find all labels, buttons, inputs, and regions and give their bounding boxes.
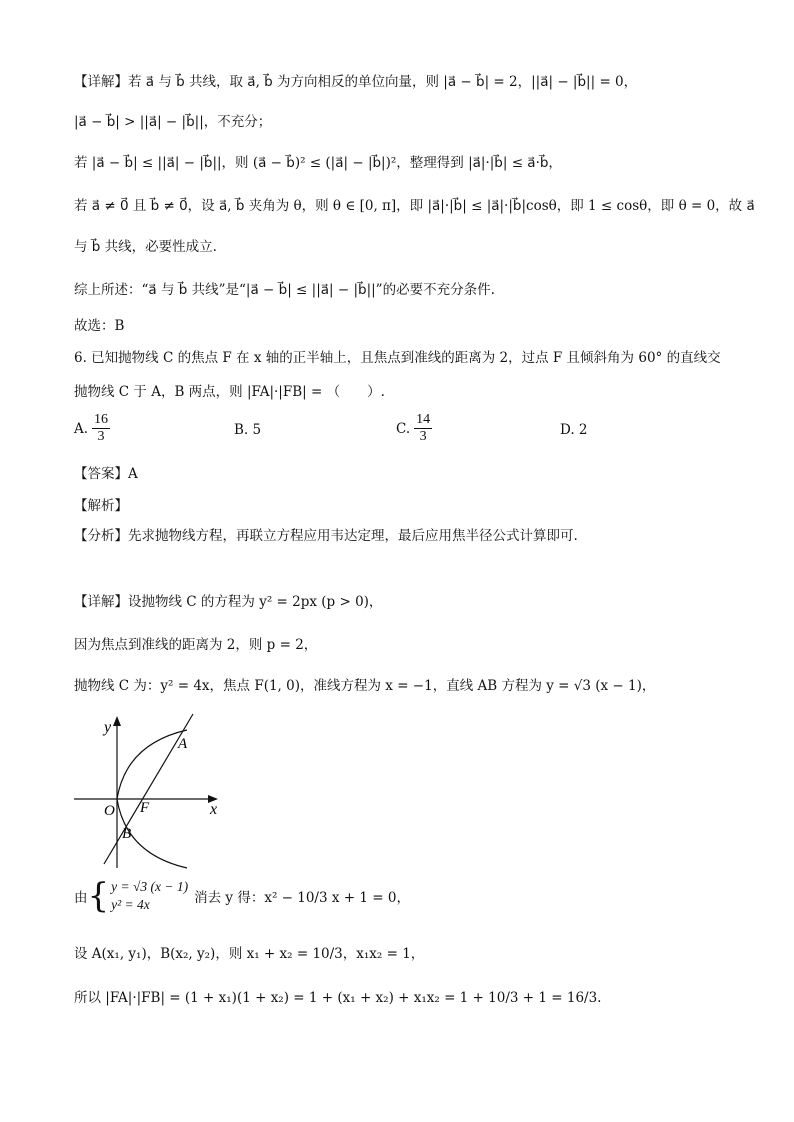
option-c bbox=[396, 412, 432, 445]
solution-line-4: 设 A(x₁, y₁)，B(x₂, y₂)，则 x₁ + x₂ = 10/3，x₁x₂ = 1， bbox=[74, 946, 425, 962]
system-equation-2: y² = 4x bbox=[111, 897, 150, 912]
text-line-5: 与 b⃗ 共线，必要性成立. bbox=[74, 239, 217, 255]
option-c-numerator: 14 bbox=[416, 412, 431, 427]
option-a-label: A. bbox=[74, 420, 89, 437]
question-6-line-1: 6. 已知抛物线 C 的焦点 F 在 x 轴的正半轴上，且焦点到准线的距离为 2，过点 F 且倾斜角为 60° 的直线交 bbox=[74, 350, 721, 366]
option-c-label: C. bbox=[396, 420, 411, 437]
point-a-label: A bbox=[178, 736, 188, 752]
parabola-figure bbox=[70, 712, 230, 872]
option-a bbox=[74, 412, 110, 445]
system-suffix: 消去 y 得：x² − 10/3 x + 1 = 0， bbox=[194, 890, 410, 906]
option-b bbox=[234, 422, 261, 438]
option-c-denominator: 3 bbox=[419, 429, 427, 444]
option-a-denominator: 3 bbox=[97, 429, 105, 444]
x-axis-label: x bbox=[210, 801, 218, 818]
y-axis-arrow-icon bbox=[113, 716, 121, 726]
solution-line-5: 所以 |FA|·|FB| = (1 + x₁)(1 + x₂) = 1 + (x₁ + x₂) + x₁x₂ = 1 + 10/3 + 1 = 16/3. bbox=[74, 990, 602, 1006]
origin-label: O bbox=[104, 803, 115, 819]
option-d-label: D. 2 bbox=[560, 422, 588, 438]
text-line-6: 综上所述：“a⃗ 与 b⃗ 共线”是“|a⃗ − b⃗| ≤ ||a⃗| − |b⃗||”的必要不充分条件. bbox=[74, 282, 495, 298]
focus-label: F bbox=[140, 800, 150, 816]
solution-line-2: 因为焦点到准线的距离为 2，则 p = 2， bbox=[74, 637, 318, 653]
equation-system bbox=[88, 878, 189, 914]
analysis-line: 【分析】先求抛物线方程，再联立方程应用韦达定理，最后应用焦半径公式计算即可. bbox=[74, 528, 578, 544]
solution-line-1: 【详解】设抛物线 C 的方程为 y² = 2px (p > 0)， bbox=[74, 594, 383, 610]
option-a-fraction bbox=[92, 412, 110, 445]
text-line-4: 若 a⃗ ≠ 0⃗ 且 b⃗ ≠ 0⃗，设 a⃗, b⃗ 夹角为 θ，则 θ ∈ [0, π]，即 |a⃗|·|b⃗| ≤ |a⃗|·|b⃗|cosθ，即 1 ≤ cosθ，即 θ = 0，故 a⃗ bbox=[74, 198, 755, 214]
y-axis-label: y bbox=[104, 719, 112, 736]
option-b-label: B. 5 bbox=[234, 422, 262, 438]
analysis-heading: 【解析】 bbox=[74, 498, 128, 514]
answer-line: 【答案】A bbox=[74, 466, 138, 482]
option-d bbox=[560, 422, 588, 438]
text-line-2: |a⃗ − b⃗| > ||a⃗| − |b⃗||，不充分； bbox=[74, 114, 272, 130]
text-line-3: 若 |a⃗ − b⃗| ≤ ||a⃗| − |b⃗||，则 (a⃗ − b⃗)² ≤ (|a⃗| − |b⃗|)²，整理得到 |a⃗|·|b⃗| ≤ a⃗·b⃗， bbox=[74, 155, 562, 171]
text-line-1: 【详解】若 a⃗ 与 b⃗ 共线，取 a⃗, b⃗ 为方向相反的单位向量，则 |a⃗ − b⃗| = 2，||a⃗| − |b⃗|| = 0， bbox=[74, 74, 638, 90]
system-equation-1: y = √3 (x − 1) bbox=[111, 879, 189, 894]
option-c-fraction bbox=[414, 412, 432, 445]
text-line-7: 故选：B bbox=[74, 318, 125, 334]
point-b-label: B bbox=[122, 826, 132, 842]
option-a-numerator: 16 bbox=[94, 412, 109, 427]
brace-icon: { bbox=[87, 876, 110, 916]
system-prefix: 由 bbox=[74, 890, 88, 906]
question-6-line-2: 抛物线 C 于 A，B 两点，则 |FA|·|FB| = （ ）. bbox=[74, 384, 385, 400]
answer-options bbox=[74, 412, 734, 452]
solution-line-3: 抛物线 C 为：y² = 4x，焦点 F(1, 0)，准线方程为 x = −1，直线 AB 方程为 y = √3 (x − 1)， bbox=[74, 678, 656, 694]
equation-system-line bbox=[74, 878, 410, 914]
